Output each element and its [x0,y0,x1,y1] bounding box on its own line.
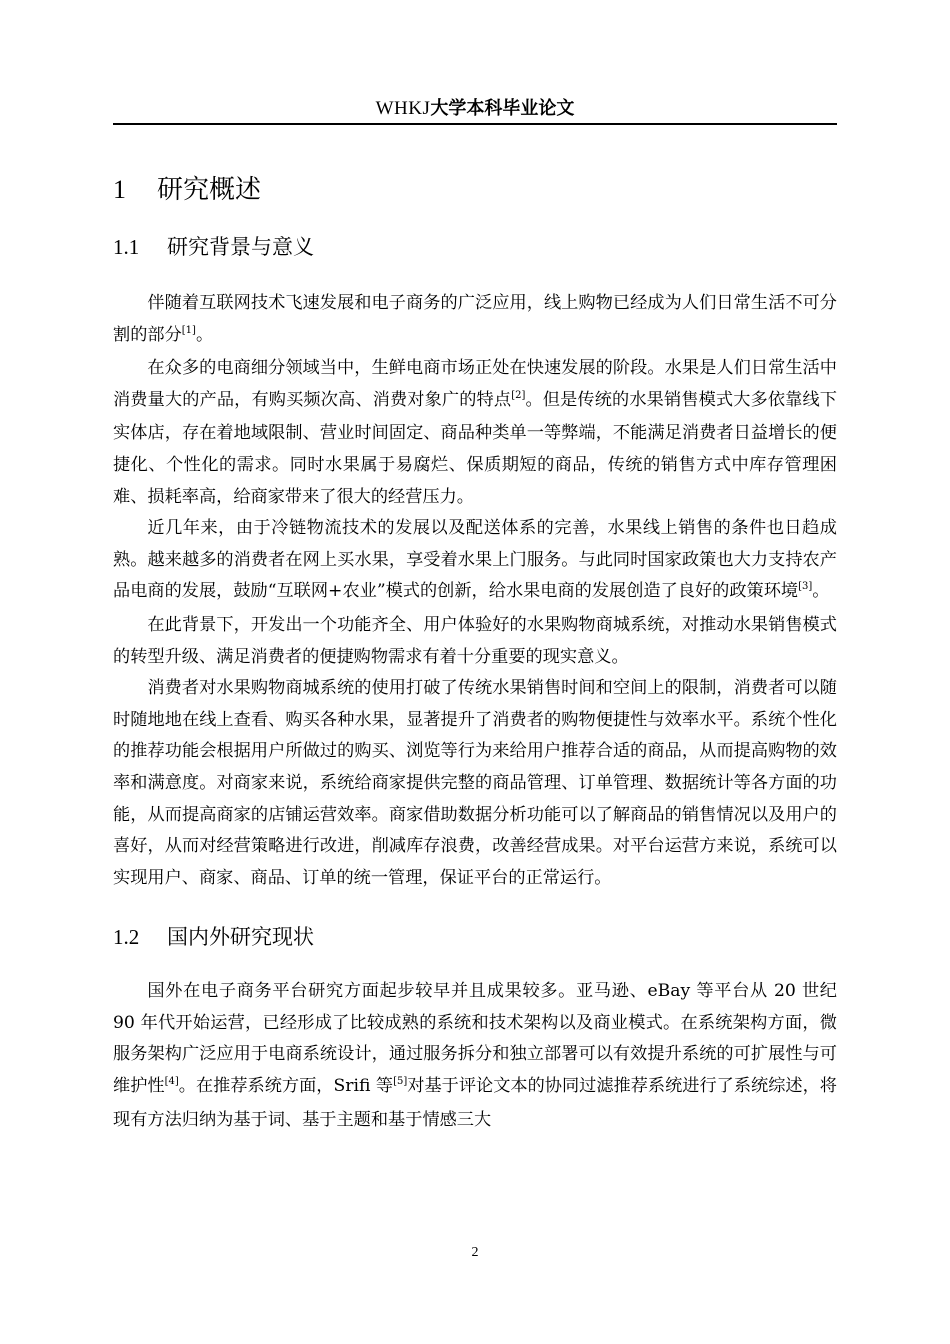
paragraph [113,513,837,610]
section-number: 1.1 [113,235,140,259]
chapter-heading [113,168,837,212]
header-title: 大学本科毕业论文 [430,98,575,119]
section-title: 研究背景与意义 [167,235,314,259]
section-1-2-body [113,976,837,1136]
paragraph-text: 。 [195,324,214,345]
page-body [113,168,837,1136]
citation: [2] [511,389,526,401]
section-heading [113,230,837,264]
section-number: 1.2 [113,925,140,950]
paragraph-text: 对基于评论文本的协同过滤推荐系统进行了系统综述，将现有方法归纳为基于词、基于主题和基于情感三大 [113,1076,837,1130]
paragraph [113,288,837,353]
page-header [113,95,837,125]
paragraph-text: 近几年来，由于冷链物流技术的发展以及配送体系的完善，水果线上销售的条件也日趋成熟。越来越多的消费者在网上买水果，享受着水果上门服务。与此同时国家政策也大力支持农产品电商的发展，鼓励“互联网+农业”模式的创新，给水果电商的发展创造了良好的政策环境 [113,518,837,602]
section-1-1-body [113,288,837,894]
paragraph [113,976,837,1136]
section-heading [113,920,837,954]
page-number: 2 [471,1245,479,1260]
citation: [5] [393,1076,408,1088]
paragraph-text: 伴随着互联网技术飞速发展和电子商务的广泛应用，线上购物已经成为人们日常生活不可分割的部分 [113,293,837,345]
section-title: 国内外研究现状 [167,925,314,950]
chapter-number: 1 [113,175,126,204]
citation: [4] [164,1076,179,1088]
paragraph-text: 。在推荐系统方面，Srifi 等 [178,1076,394,1097]
chapter-title: 研究概述 [157,175,262,205]
paragraph-text: 在众多的电商细分领域当中，生鲜电商市场正处在快速发展的阶段。水果是人们日常生活中消费量大的产品，有购买频次高、消费对象广的特点 [113,358,837,410]
citation: [1] [181,324,196,336]
header-latin: WHKJ [375,98,431,119]
paragraph: 在此背景下，开发出一个功能齐全、用户体验好的水果购物商城系统，对推动水果销售模式的转型升级、满足消费者的便捷购物需求有着十分重要的现实意义。 [113,614,837,667]
paragraph: 消费者对水果购物商城系统的使用打破了传统水果销售时间和空间上的限制，消费者可以随时随地地在线上查看、购买各种水果，显著提升了消费者的购物便捷性与效率水平。系统个性化的推荐功能会根据用户所做过的购买、浏览等行为来给用户推荐合适的商品，从而提高购物的效率和满意度。对商家来说，系统给商家提供完整的商品管理、订单管理、数据统计等各方面的功能，从而提高商家的店铺运营效率。商家借助数据分析功能可以了解商品的销售情况以及用户的喜好，从而对经营策略进行改进，削减库存浪费，改善经营成果。对平台运营方来说，系统可以实现用户、商家、商品、订单的统一管理，保证平台的正常运行。 [113,678,837,888]
paragraph-text: 。 [812,581,830,602]
paragraph-text: 。但是传统的水果销售模式大多依靠线下实体店，存在着地域限制、营业时间固定、商品种类单一等弊端，不能满足消费者日益增长的便捷化、个性化的需求。同时水果属于易腐烂、保质期短的商品，传统的销售方式中库存管理困难、损耗率高，给商家带来了很大的经营压力。 [113,389,837,507]
paragraph [113,353,837,513]
citation: [3] [798,581,813,593]
paragraph-text: 国外在电子商务平台研究方面起步较早并且成果较多。亚马逊、eBay 等平台从 20 世纪 90 年代开始运营，已经形成了比较成熟的系统和技术架构以及商业模式。在系统架构方面，微服务架构广泛应用于电商系统设计，通过服务拆分和独立部署可以有效提升系统的可扩展性与可维护性 [113,981,837,1097]
